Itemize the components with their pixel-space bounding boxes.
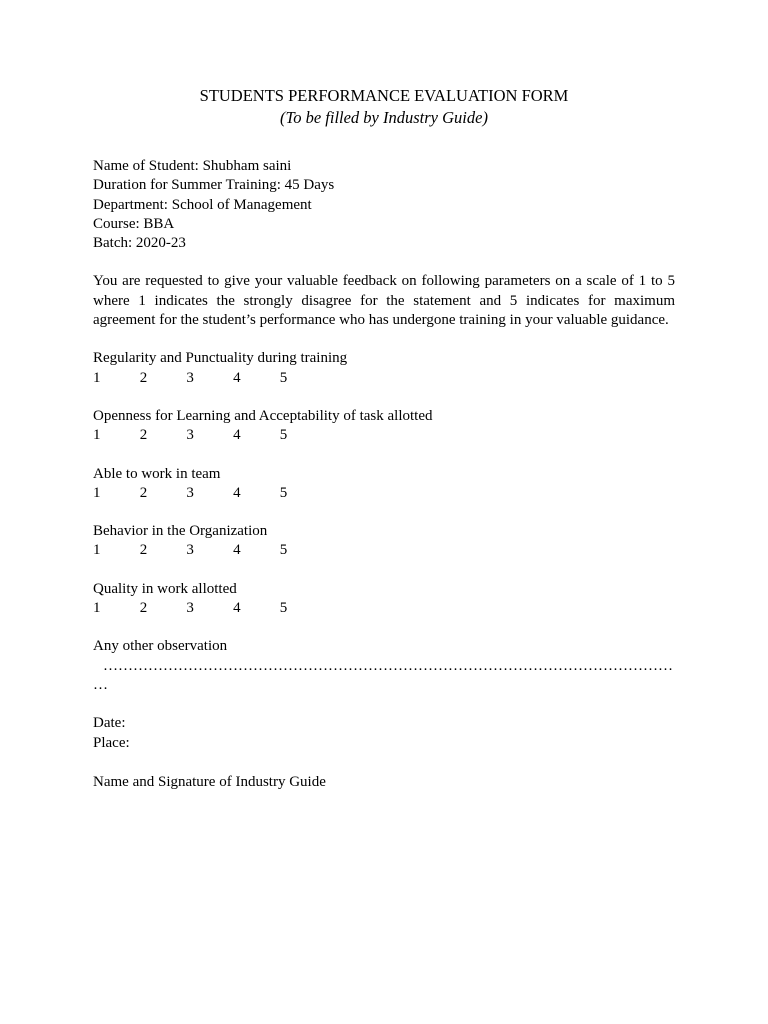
training-duration: Duration for Summer Training: 45 Days bbox=[93, 177, 335, 194]
rating-scale bbox=[93, 541, 675, 560]
signature-label: Name and Signature of Industry Guide bbox=[93, 773, 326, 790]
evaluation-form bbox=[93, 85, 675, 792]
date-place-section bbox=[93, 714, 675, 753]
rating-option-4[interactable]: 4 bbox=[233, 600, 241, 617]
observation-field-tail: … bbox=[93, 676, 108, 693]
observation-field[interactable]: …………………………………………………………………………………………………… bbox=[103, 657, 673, 674]
rating-option-1[interactable]: 1 bbox=[93, 369, 101, 386]
rating-option-3[interactable]: 3 bbox=[186, 427, 194, 444]
rating-option-5[interactable]: 5 bbox=[279, 542, 288, 559]
rating-option-3[interactable]: 3 bbox=[186, 600, 194, 617]
rating-scale bbox=[93, 369, 675, 388]
question-openness bbox=[93, 407, 675, 446]
batch: Batch: 2020-23 bbox=[93, 235, 186, 252]
rating-option-4[interactable]: 4 bbox=[233, 542, 241, 559]
rating-option-2[interactable]: 2 bbox=[139, 542, 148, 559]
observation-section bbox=[93, 637, 675, 695]
rating-scale bbox=[93, 484, 675, 503]
department: Department: School of Management bbox=[93, 196, 312, 213]
question-label: Regularity and Punctuality during training bbox=[93, 350, 348, 367]
rating-scale bbox=[93, 426, 675, 445]
rating-option-1[interactable]: 1 bbox=[93, 484, 101, 501]
rating-option-5[interactable]: 5 bbox=[279, 427, 288, 444]
rating-option-5[interactable]: 5 bbox=[279, 484, 288, 501]
form-title: STUDENTS PERFORMANCE EVALUATION FORM bbox=[199, 86, 569, 105]
rating-option-1[interactable]: 1 bbox=[93, 600, 101, 617]
rating-option-4[interactable]: 4 bbox=[233, 427, 241, 444]
instructions-paragraph: You are requested to give your valuable feedback on following parameters on a scale of 1 to 5 where 1 indicates the strongly disagree for the statement and 5 indicates for maximum agreement for the student’s performance who has undergone training in your valuable guidance. bbox=[93, 273, 675, 329]
question-teamwork bbox=[93, 465, 675, 504]
date-label: Date: bbox=[93, 715, 126, 732]
rating-option-1[interactable]: 1 bbox=[93, 542, 101, 559]
place-label: Place: bbox=[93, 734, 130, 751]
question-label: Openness for Learning and Acceptability of task allotted bbox=[93, 407, 433, 424]
rating-option-3[interactable]: 3 bbox=[186, 369, 194, 386]
rating-option-2[interactable]: 2 bbox=[139, 427, 148, 444]
course: Course: BBA bbox=[93, 215, 175, 232]
rating-option-4[interactable]: 4 bbox=[233, 369, 241, 386]
rating-option-2[interactable]: 2 bbox=[139, 600, 148, 617]
question-label: Behavior in the Organization bbox=[93, 523, 268, 540]
rating-option-2[interactable]: 2 bbox=[139, 369, 148, 386]
question-label: Able to work in team bbox=[93, 465, 221, 482]
rating-scale bbox=[93, 599, 675, 618]
rating-option-3[interactable]: 3 bbox=[186, 484, 194, 501]
observation-label: Any other observation bbox=[93, 638, 228, 655]
question-label: Quality in work allotted bbox=[93, 580, 237, 597]
question-regularity bbox=[93, 349, 675, 388]
rating-option-4[interactable]: 4 bbox=[233, 484, 241, 501]
rating-option-3[interactable]: 3 bbox=[186, 542, 194, 559]
rating-option-5[interactable]: 5 bbox=[279, 369, 288, 386]
question-quality bbox=[93, 580, 675, 619]
student-name: Name of Student: Shubham saini bbox=[93, 158, 292, 174]
student-info bbox=[93, 157, 675, 253]
rating-option-1[interactable]: 1 bbox=[93, 427, 101, 444]
rating-option-5[interactable]: 5 bbox=[279, 600, 288, 617]
question-behavior bbox=[93, 522, 675, 561]
form-subtitle: (To be filled by Industry Guide) bbox=[280, 108, 488, 127]
rating-option-2[interactable]: 2 bbox=[139, 484, 148, 501]
